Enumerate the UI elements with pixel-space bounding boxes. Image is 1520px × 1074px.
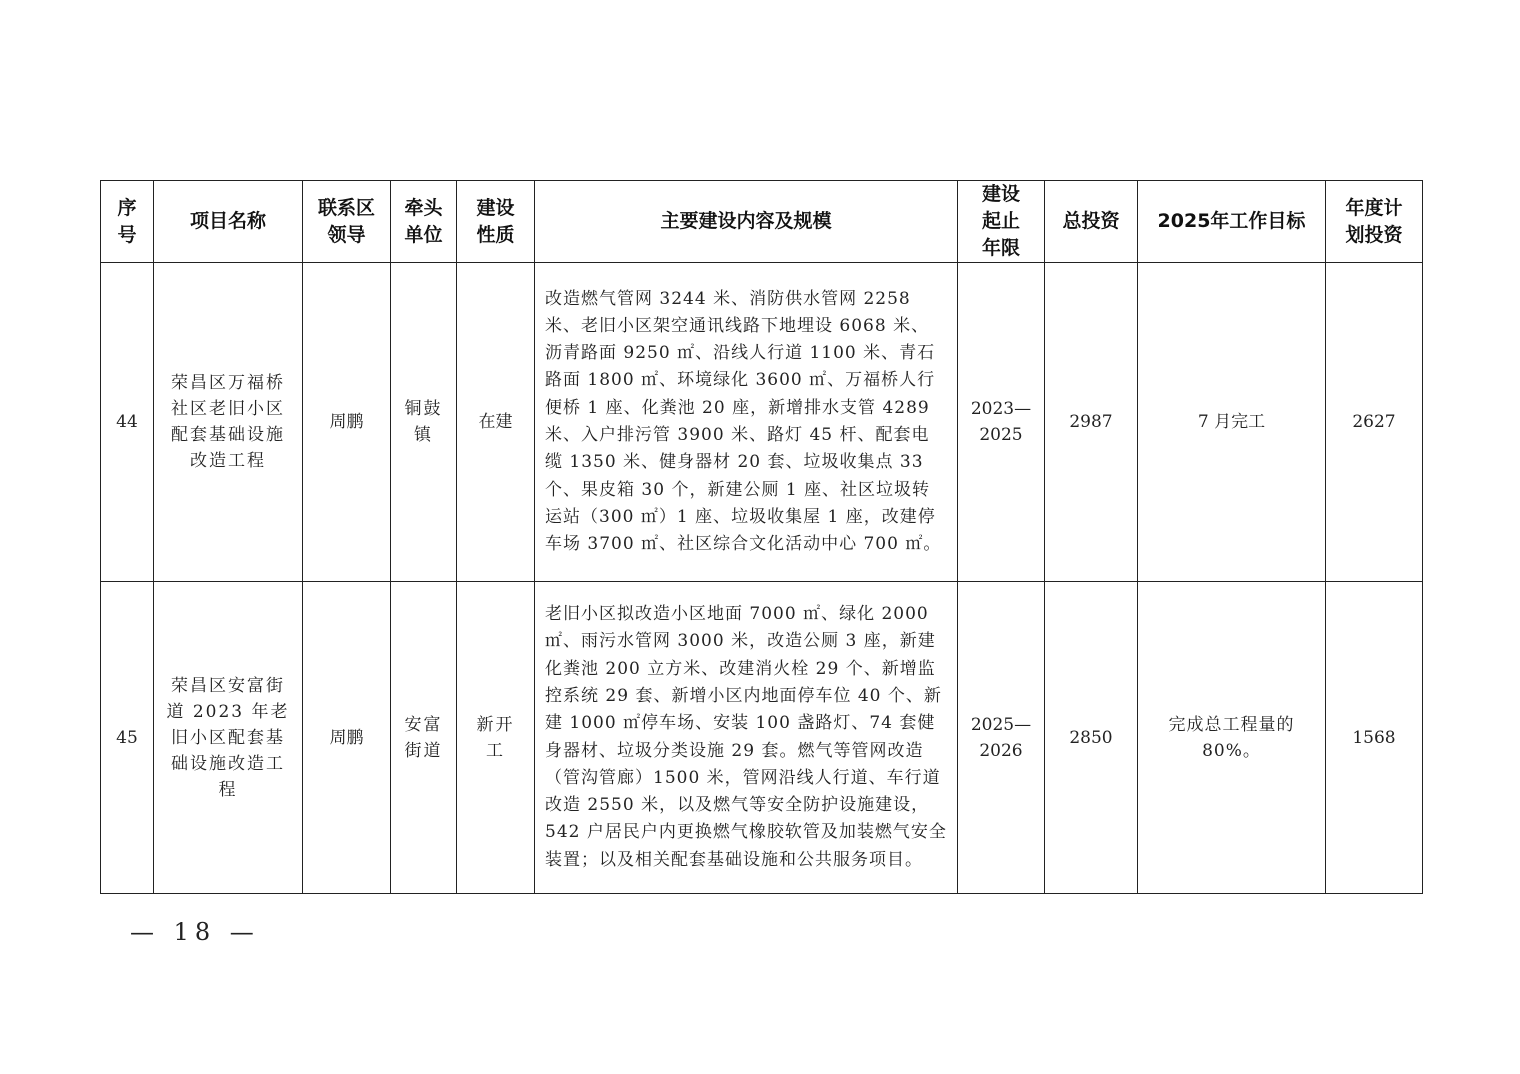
row-unit: 铜鼓镇 [391,263,457,582]
header-name: 项目名称 [154,181,303,263]
row-nature: 在建 [457,263,535,582]
row-project-name: 荣昌区万福桥社区老旧小区配套基础设施改造工程 [154,263,303,582]
row-goal: 7 月完工 [1138,263,1326,582]
row-index: 44 [101,263,154,582]
header-unit: 牵头单位 [391,181,457,263]
row-leader: 周鹏 [303,263,391,582]
header-index: 序号 [101,181,154,263]
row-project-name: 荣昌区安富街道 2023 年老旧小区配套基础设施改造工程 [154,582,303,894]
row-total-investment: 2987 [1045,263,1138,582]
header-nature: 建设性质 [457,181,535,263]
row-unit: 安富街道 [391,582,457,894]
row-content: 老旧小区拟改造小区地面 7000 ㎡、绿化 2000 ㎡、雨污水管网 3000 米，改造公厕 3 座，新建化粪池 200 立方米、改建消火栓 29 个、新增监控系统 29 套、新增小区内地面停车位 40 个、新建 1000 ㎡停车场、安装 100 盏路灯、74 套健身器材、垃圾分类设施 29 套。燃气等管网改造（管沟管廊）1500 米，管网沿线人行道、车行道改造 2550 米，以及燃气等安全防护设施建设，542 户居民户内更换燃气橡胶软管及加装燃气安全装置；以及相关配套基础设施和公共服务项目。 [535,582,958,894]
page-number: — 18 — [130,918,260,946]
row-goal: 完成总工程量的 80%。 [1138,582,1326,894]
header-leader: 联系区领导 [303,181,391,263]
row-nature: 新开工 [457,582,535,894]
header-annual: 年度计划投资 [1326,181,1423,263]
project-table [100,180,1423,894]
row-annual-investment: 1568 [1326,582,1423,894]
header-total: 总投资 [1045,181,1138,263]
row-index: 45 [101,582,154,894]
row-content: 改造燃气管网 3244 米、消防供水管网 2258 米、老旧小区架空通讯线路下地埋设 6068 米、沥青路面 9250 ㎡、沿线人行道 1100 米、青石路面 1800 ㎡、环境绿化 3600 ㎡、万福桥人行便桥 1 座、化粪池 20 座，新增排水支管 4289 米、入户排污管 3900 米、路灯 45 杆、配套电缆 1350 米、健身器材 20 套、垃圾收集点 33 个、果皮箱 30 个，新建公厕 1 座、社区垃圾转运站（300 ㎡）1 座、垃圾收集屋 1 座，改建停车场 3700 ㎡、社区综合文化活动中心 700 ㎡。 [535,263,958,582]
row-leader: 周鹏 [303,582,391,894]
header-goal: 2025年工作目标 [1138,181,1326,263]
row-total-investment: 2850 [1045,582,1138,894]
row-period: 2025—2026 [958,582,1045,894]
header-content: 主要建设内容及规模 [535,181,958,263]
table-row [101,263,1423,582]
header-row [101,181,1423,263]
header-period: 建设起止年限 [958,181,1045,263]
table-row [101,582,1423,894]
row-period: 2023—2025 [958,263,1045,582]
row-annual-investment: 2627 [1326,263,1423,582]
